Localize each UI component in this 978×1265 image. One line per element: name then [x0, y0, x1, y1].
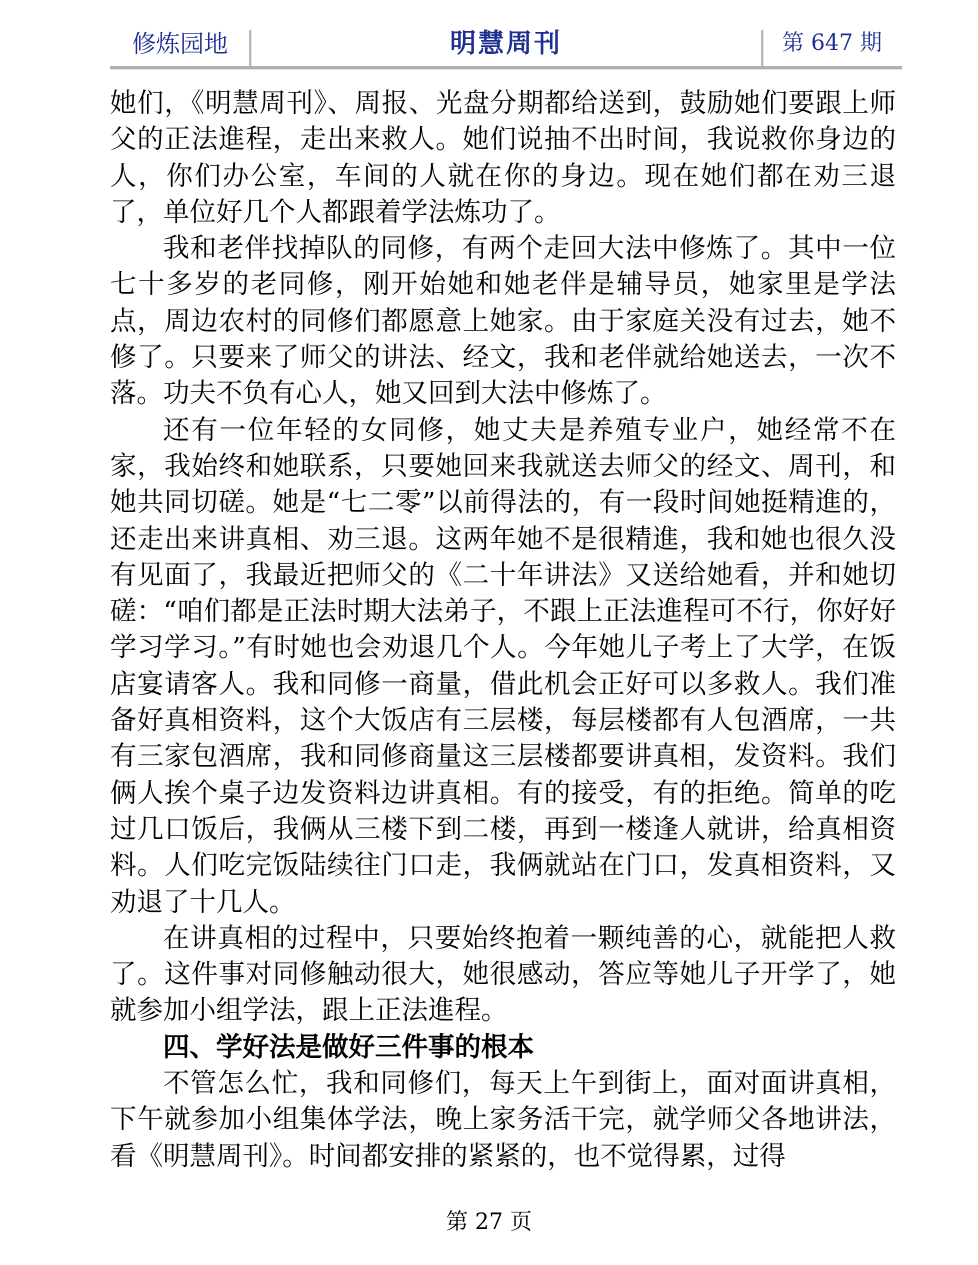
- paragraph: 还有一位年轻的女同修，她丈夫是养殖专业户，她经常不在家，我始终和她联系，只要她回来我就送去师父的经文、周刊，和她共同切磋。她是“七二零”以前得法的，有一段时间她挺精進的，还走出来讲真相、劝三退。这两年她不是很精進，我和她也很久没有见面了，我最近把师父的《二十年讲法》又送给她看，并和她切磋：“咱们都是正法时期大法弟子，不跟上正法進程可不行，你好好学习学习。”有时她也会劝退几个人。今年她儿子考上了大学，在饭店宴请客人。我和同修一商量，借此机会正好可以多救人。我们准备好真相资料，这个大饭店有三层楼，每层楼都有人包酒席，一共有三家包酒席，我和同修商量这三层楼都要讲真相，发资料。我们俩人挨个桌子边发资料边讲真相。有的接受，有的拒绝。简单的吃过几口饭后，我俩从三楼下到二楼，再到一楼逢人就讲，给真相资料。人们吃完饭陆续往门口走，我俩就站在门口，发真相资料，又劝退了十几人。: [110, 414, 896, 918]
- page-header: [110, 22, 902, 66]
- paragraph: 在讲真相的过程中，只要始终抱着一颗纯善的心，就能把人救了。这件事对同修触动很大，她很感动，答应等她儿子开学了，她就参加小组学法，跟上正法進程。: [110, 922, 896, 1027]
- paragraph: 不管怎么忙，我和同修们，每天上午到街上，面对面讲真相，下午就参加小组集体学法，晚上家务活干完，就学师父各地讲法，看《明慧周刊》。时间都安排的紧紧的，也不觉得累，过得: [110, 1068, 896, 1172]
- paragraph-continued: 她们，《明慧周刊》、周报、光盘分期都给送到，鼓励她们要跟上师父的正法進程，走出来救人。她们说抽不出时间，我说救你身边的人，你们办公室，车间的人就在你的身边。现在她们都在劝三退了，单位好几个人都跟着学法炼功了。: [110, 88, 896, 228]
- header-rule: [110, 66, 902, 70]
- section-heading: 四、学好法是做好三件事的根本: [163, 1031, 534, 1063]
- article-body: [110, 86, 896, 1175]
- paragraph: 我和老伴找掉队的同修，有两个走回大法中修炼了。其中一位七十多岁的老同修，刚开始她和她老伴是辅导员，她家里是学法点，周边农村的同修们都愿意上她家。由于家庭关没有过去，她不修了。只要来了师父的讲法、经文，我和老伴就给她送去，一次不落。功夫不负有心人，她又回到大法中修炼了。: [110, 233, 896, 410]
- page-number: 第 27 页: [446, 1210, 532, 1235]
- section-name: 修炼园地: [132, 30, 228, 58]
- issue-number: 第 647 期: [782, 31, 882, 56]
- publication-title: 明慧周刊: [449, 29, 562, 59]
